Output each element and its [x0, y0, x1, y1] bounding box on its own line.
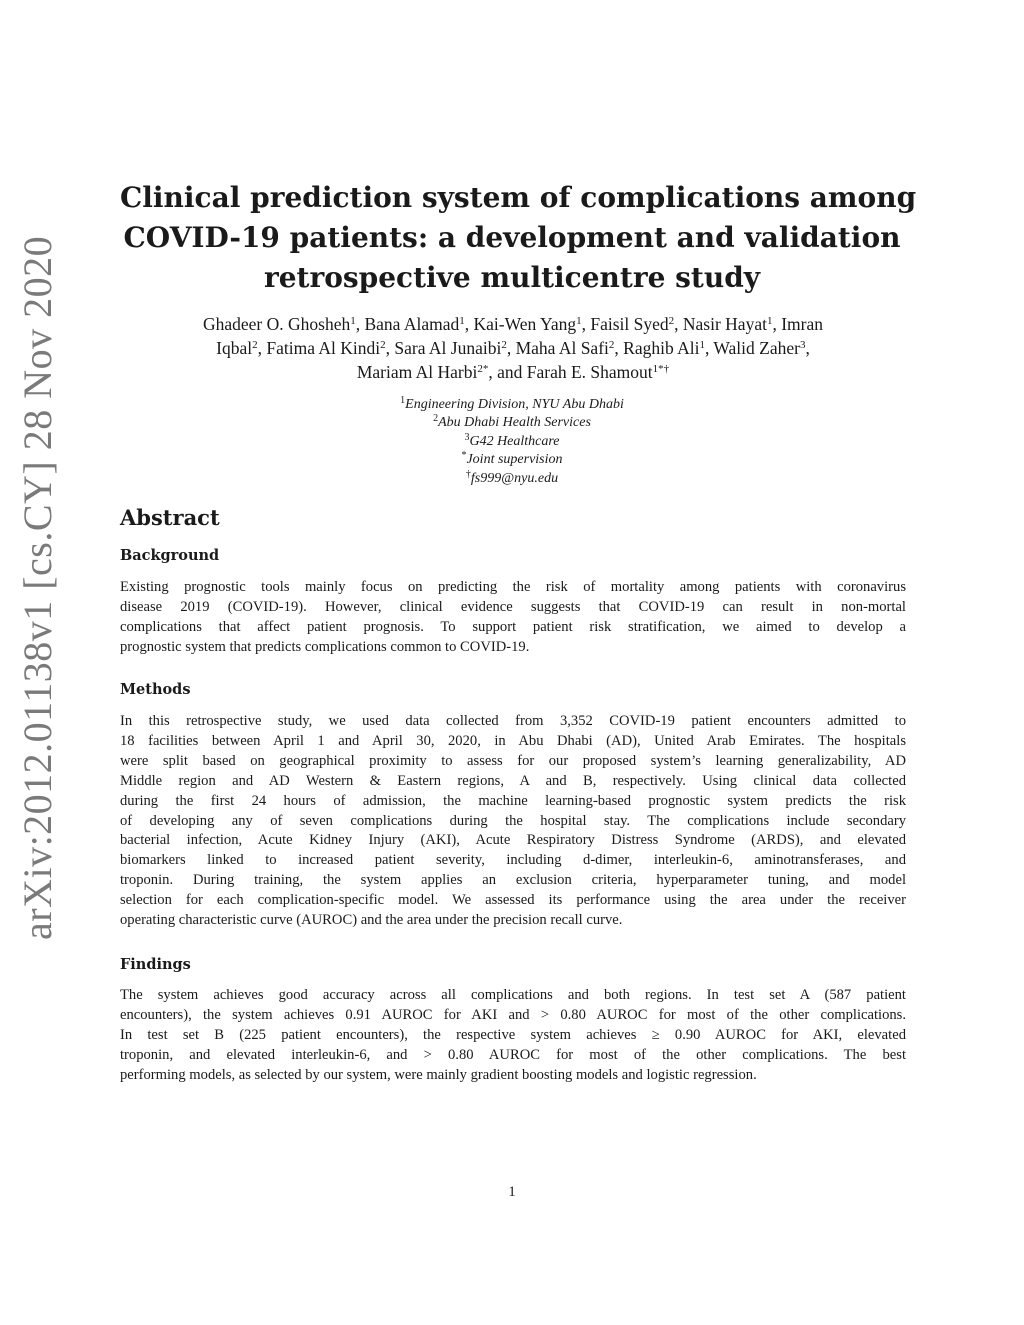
author-name: Sara Al Junaibi — [394, 338, 502, 358]
author-affiliation-mark: 1 — [350, 315, 356, 327]
author-affiliation-mark: 1 — [766, 315, 773, 327]
title-line: Clinical prediction system of complications among — [120, 181, 917, 214]
author-affiliation-mark: 1 — [459, 315, 465, 327]
text-line: bacterial infection, Acute Kidney Injury (AKI), Acute Respiratory Distress Syndrome (ARDS), and elevated — [120, 832, 906, 849]
affiliation-email: fs999@nyu.edu — [470, 470, 559, 486]
text-line: troponin, and elevated interleukin-6, and > 0.80 AUROC for most of the other complications. The best — [120, 1046, 906, 1063]
findings-heading: Findings — [120, 956, 191, 973]
affiliation-text: Joint supervision — [466, 452, 563, 468]
author-separator: , — [581, 314, 591, 334]
author-name: Bana Alamad — [364, 314, 460, 334]
affiliation-item — [262, 433, 762, 451]
author-name: Ghadeer O. Ghosheh — [202, 314, 351, 334]
author-separator: , — [355, 314, 365, 334]
text-line: biomarkers linked to increased patient severity, including d-dimer, interleukin-6, aminotransferases, and — [120, 852, 906, 869]
author-line — [118, 312, 908, 336]
author-name: Fatima Al Kindi — [266, 338, 381, 358]
page-number: 1 — [508, 1184, 516, 1200]
background-paragraph — [120, 578, 906, 658]
methods-heading: Methods — [120, 681, 191, 698]
author-affiliation-mark: 1 — [699, 339, 705, 351]
affiliation-mark: 3 — [464, 431, 470, 443]
text-line: In this retrospective study, we used data collected from 3,352 COVID-19 patient encounters admitted to — [120, 713, 906, 729]
author-affiliation-mark: 2 — [252, 339, 258, 351]
author-affiliation-mark: 2 — [380, 339, 386, 351]
text-line: complications that affect patient prognosis. To support patient risk stratification, we aimed to develop a — [120, 618, 906, 635]
author-name: Farah E. Shamout — [526, 362, 653, 382]
affiliation-item — [262, 470, 762, 488]
affiliation-mark: * — [461, 450, 467, 462]
author-separator: , and — [488, 362, 527, 382]
text-line: of developing any of seven complications during the hospital stay. The complications include secondary — [120, 812, 906, 829]
text-line: In test set B (225 patient encounters), the respective system achieves ≥ 0.90 AUROC for AKI, elevated — [120, 1026, 906, 1043]
author-affiliation-mark: 2* — [477, 363, 489, 375]
affiliation-item — [262, 451, 762, 469]
author-separator: , — [385, 338, 395, 358]
text-line: were split based on geographical proximity to assess for our proposed system’s learning generalizability, AD — [120, 752, 906, 769]
paper-title — [120, 178, 917, 298]
affiliation-mark: † — [465, 468, 471, 480]
text-line: Existing prognostic tools mainly focus on predicting the risk of mortality among patients with coronavirus — [120, 579, 906, 595]
author-affiliation-mark: 3 — [799, 339, 806, 351]
findings-paragraph — [120, 986, 906, 1086]
author-name: Mariam Al Harbi — [356, 362, 478, 382]
affiliation-text: Abu Dhabi Health Services — [438, 415, 591, 431]
author-separator: , Imran — [772, 314, 824, 334]
author-separator: , — [257, 338, 267, 358]
author-affiliation-mark: 1*† — [652, 363, 670, 375]
author-line — [118, 360, 908, 384]
text-line: during the first 24 hours of admission, the machine learning-based prognostic system predicts the risk — [120, 792, 906, 809]
text-line: Middle region and AD Western & Eastern regions, A and B, respectively. Using clinical data collected — [120, 772, 906, 789]
affiliation-text: Engineering Division, NYU Abu Dhabi — [405, 397, 624, 412]
text-line: disease 2019 (COVID-19). However, clinical evidence suggests that COVID-19 can result in non-mortal — [120, 598, 906, 615]
text-line: selection for each complication-specific model. We assessed its performance using the area under the receiver — [120, 892, 906, 909]
arxiv-identifier-stamp: arXiv:2012.01138v1 [cs.CY] 28 Nov 2020 — [15, 235, 60, 940]
author-affiliation-mark: 2 — [501, 339, 507, 351]
author-affiliation-mark: 2 — [608, 339, 615, 351]
author-separator: , — [704, 338, 714, 358]
author-name: Walid Zaher — [713, 338, 800, 358]
text-line: The system achieves good accuracy across all complications and both regions. In test set A (587 patient — [120, 987, 906, 1003]
text-line: encounters), the system achieves 0.91 AUROC for AKI and > 0.80 AUROC for most of the other complications. — [120, 1006, 906, 1023]
author-separator: , — [614, 338, 624, 358]
text-line: operating characteristic curve (AUROC) and the area under the precision recall curve. — [120, 912, 623, 929]
author-separator: , — [506, 338, 516, 358]
text-line: performing models, as selected by our system, were mainly gradient boosting models and logistic regression. — [120, 1066, 757, 1083]
abstract-heading: Abstract — [120, 505, 220, 530]
author-name: Kai-Wen Yang — [473, 314, 577, 334]
author-name: Raghib Ali — [623, 338, 700, 358]
affiliation-mark: 2 — [433, 413, 439, 425]
author-line — [118, 336, 908, 360]
author-separator: , — [805, 338, 810, 358]
author-name: Faisil Syed — [590, 314, 669, 334]
author-name: Maha Al Safi — [515, 338, 609, 358]
author-name: Nasir Hayat — [682, 314, 767, 334]
text-line: prognostic system that predicts complications common to COVID-19. — [120, 638, 530, 655]
author-name: Iqbal — [216, 338, 253, 358]
text-line: troponin. During training, the system applies an exclusion criteria, hyperparameter tuning, and model — [120, 872, 906, 889]
affiliation-text: G42 Healthcare — [469, 433, 560, 449]
title-line: retrospective multicentre study — [263, 261, 761, 294]
author-list — [118, 312, 908, 384]
affiliation-list — [262, 396, 762, 488]
title-line: COVID-19 patients: a development and validation — [123, 221, 901, 254]
author-affiliation-mark: 2 — [668, 315, 675, 327]
affiliation-item — [262, 414, 762, 432]
affiliation-item — [262, 396, 762, 414]
author-separator: , — [464, 314, 474, 334]
text-line: 18 facilities between April 1 and April 30, 2020, in Abu Dhabi (AD), United Arab Emirates. The hospitals — [120, 732, 906, 749]
affiliation-mark: 1 — [400, 395, 406, 406]
methods-paragraph — [120, 712, 906, 931]
background-heading: Background — [120, 547, 220, 564]
author-affiliation-mark: 1 — [576, 315, 582, 327]
author-separator: , — [674, 314, 683, 334]
